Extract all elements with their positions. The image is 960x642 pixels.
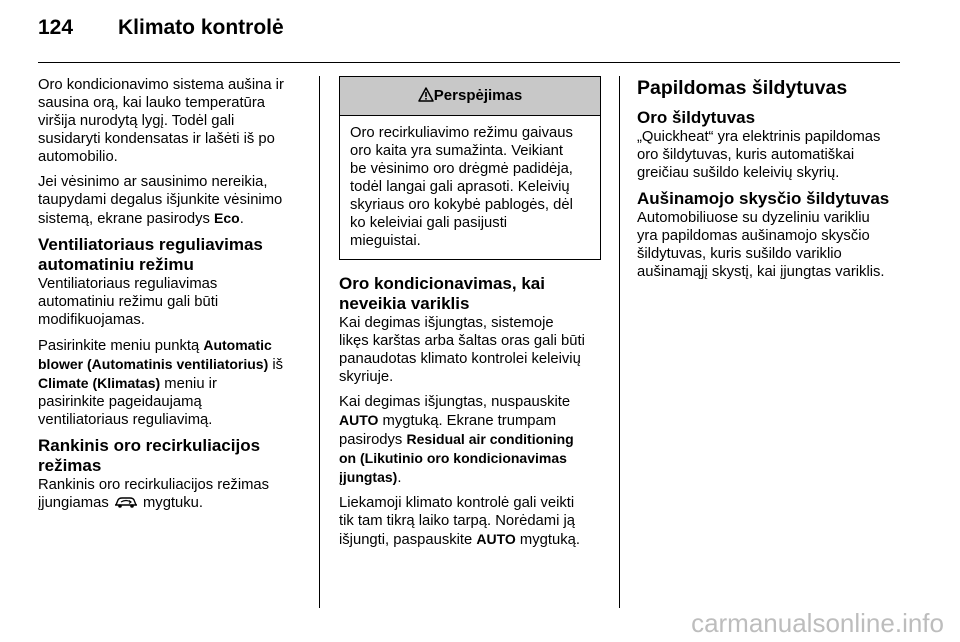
warning-title: Perspėjimas [433, 87, 523, 104]
warning-header [340, 77, 600, 116]
section-heading-recirc: Rankinis oro recirkuliacijos režimas [38, 436, 261, 475]
remain-paragraph: Liekamoji klimato kontrolė gali veikti tik tam tikrą laiko tarpą. Norėdami ją išjungti, paspauskite AUTO mygtuką. [339, 495, 580, 548]
main-heading-heater: Papildomas šildytuvas [637, 77, 848, 99]
coolant-paragraph: Automobiliuose su dyzeliniu varikliu yra papildomas aušinamojo skysčio šildytuvas, kuris sušildo variklio aušinamąjį skystį, kai įjungtas variklis. [637, 210, 885, 280]
recirc-paragraph: Rankinis oro recirkuliacijos režimas įjungiamas mygtuku. [38, 476, 310, 514]
page-header [38, 16, 284, 40]
header-divider [38, 62, 900, 63]
section-heading-vent: Ventiliatoriaus reguliavimas automatiniu režimu [38, 235, 263, 274]
intro-paragraph: Oro kondicionavimo sistema aušina ir sausina orą, kai lauko temperatūra viršija nurodytą lygį. Todėl gali susidaryti kondensatas ir lašėti iš po automobilio. [38, 77, 284, 165]
page-number: 124 [38, 16, 74, 39]
eco-label: Eco [214, 210, 240, 226]
column-divider-2 [619, 76, 620, 608]
heater-paragraph: „Quickheat“ yra elektrinis papildomas oro šildytuvas, kuris automatiškai greičiau sušildo keleivių skyrių. [637, 129, 881, 181]
recirculation-car-icon [113, 495, 139, 514]
watermark: carmanualsonline.info [691, 608, 944, 638]
warning-box [339, 76, 601, 260]
auto-paragraph: Kai degimas išjungtas, nuspauskite AUTO mygtuką. Ekrane trumpam pasirodys Residual air conditioning on (Likutinio oro kondicionavimas įjungtas). [339, 394, 574, 486]
column-3 [637, 76, 907, 288]
column-2 [339, 76, 601, 556]
warning-body: Oro recirkuliavimo režimu gaivaus oro kaita yra sumažinta. Veikiant be vėsinimo oro drėgmė padidėja, todėl langai gali aprasoti. Keleivių skyriaus oro kokybė pablogės, dėl ko keleiviai gali pasijusti mieguistai. [350, 125, 573, 249]
vent-paragraph: Ventiliatoriaus reguliavimas automatiniu režimu gali būti modifikuojamas. [38, 276, 219, 328]
section-heading-ac: Oro kondicionavimas, kai neveikia variklis [339, 274, 545, 313]
section-heading-coolant-heater: Aušinamojo skysčio šildytuvas [637, 189, 890, 208]
ac-paragraph: Kai degimas išjungtas, sistemoje likęs karštas arba šaltas oras gali būti panaudotas klimato kontrolei keleivių skyriuje. [339, 315, 585, 385]
eco-paragraph: Jei vėsinimo ar sausinimo nereikia, taupydami degalus išjunkite vėsinimo sistemą, ekrane pasirodys Eco. [38, 174, 283, 227]
warning-triangle-icon [418, 87, 434, 104]
column-1 [38, 76, 310, 521]
column-divider-1 [319, 76, 320, 608]
page-title: Klimato kontrolė [118, 16, 284, 39]
menu-paragraph: Pasirinkite meniu punktą Automatic blower (Automatinis ventiliatorius) iš Climate (Klimatas) meniu ir pasirinkite pageidaujamą ventiliatoriaus reguliavimą. [38, 337, 284, 428]
section-heading-air-heater: Oro šildytuvas [637, 108, 756, 127]
